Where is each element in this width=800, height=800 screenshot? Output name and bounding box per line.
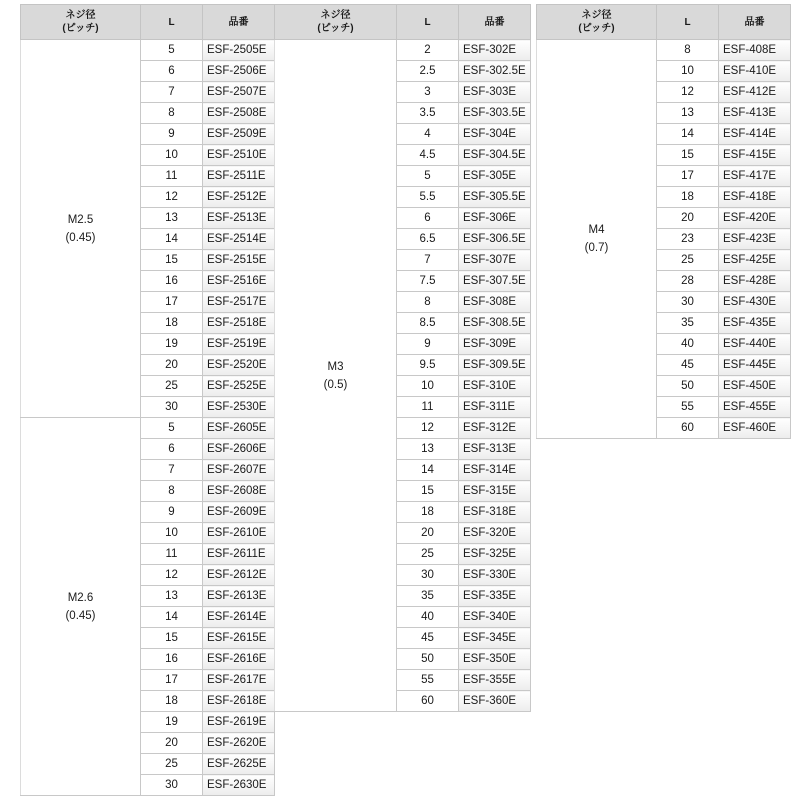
part-number-cell: ESF-2616E: [203, 649, 275, 670]
length-cell: 13: [141, 586, 203, 607]
length-cell: 9: [397, 334, 459, 355]
length-cell: 10: [141, 523, 203, 544]
part-number-cell: ESF-423E: [719, 229, 791, 250]
length-cell: 6: [141, 61, 203, 82]
part-number-cell: ESF-2618E: [203, 691, 275, 712]
length-cell: 50: [657, 376, 719, 397]
length-cell: 40: [657, 334, 719, 355]
length-cell: 8: [657, 40, 719, 61]
part-number-cell: ESF-303E: [459, 82, 531, 103]
length-cell: 15: [141, 628, 203, 649]
part-number-cell: ESF-2605E: [203, 418, 275, 439]
length-cell: 16: [141, 271, 203, 292]
length-cell: 30: [141, 775, 203, 796]
part-number-cell: ESF-2619E: [203, 712, 275, 733]
length-cell: 12: [657, 82, 719, 103]
length-cell: 7: [141, 82, 203, 103]
part-number-cell: ESF-408E: [719, 40, 791, 61]
length-cell: 23: [657, 229, 719, 250]
length-cell: 18: [657, 187, 719, 208]
part-number-cell: ESF-2608E: [203, 481, 275, 502]
header-size: ネジ径 (ピッチ): [537, 5, 657, 40]
table-row: [275, 40, 531, 61]
thread-size-cell: [21, 418, 141, 796]
length-cell: 5.5: [397, 187, 459, 208]
length-cell: 10: [141, 145, 203, 166]
length-cell: 55: [397, 670, 459, 691]
part-number-cell: ESF-428E: [719, 271, 791, 292]
header-size: ネジ径 (ピッチ): [275, 5, 397, 40]
header-part-number: 品番: [719, 5, 791, 40]
length-cell: 16: [141, 649, 203, 670]
part-number-cell: ESF-2620E: [203, 733, 275, 754]
thread-size-cell: [21, 40, 141, 418]
part-number-cell: ESF-2509E: [203, 124, 275, 145]
part-number-cell: ESF-2525E: [203, 376, 275, 397]
part-number-cell: ESF-2515E: [203, 250, 275, 271]
length-cell: 20: [141, 355, 203, 376]
spec-table-m4: [536, 4, 791, 439]
thread-size: M3: [327, 360, 344, 373]
part-number-cell: ESF-307E: [459, 250, 531, 271]
header-part-number: 品番: [203, 5, 275, 40]
part-number-cell: ESF-313E: [459, 439, 531, 460]
part-number-cell: ESF-410E: [719, 61, 791, 82]
length-cell: 18: [141, 313, 203, 334]
length-cell: 13: [141, 208, 203, 229]
part-number-cell: ESF-2513E: [203, 208, 275, 229]
part-number-cell: ESF-2514E: [203, 229, 275, 250]
length-cell: 15: [397, 481, 459, 502]
length-cell: 15: [657, 145, 719, 166]
length-cell: 11: [397, 397, 459, 418]
length-cell: 8.5: [397, 313, 459, 334]
part-number-cell: ESF-2505E: [203, 40, 275, 61]
part-number-cell: ESF-2507E: [203, 82, 275, 103]
part-number-cell: ESF-310E: [459, 376, 531, 397]
part-number-cell: ESF-2609E: [203, 502, 275, 523]
length-cell: 13: [397, 439, 459, 460]
part-number-cell: ESF-303.5E: [459, 103, 531, 124]
length-cell: 7.5: [397, 271, 459, 292]
length-cell: 6: [397, 208, 459, 229]
length-cell: 30: [141, 397, 203, 418]
length-cell: 12: [141, 187, 203, 208]
part-number-cell: ESF-2606E: [203, 439, 275, 460]
length-cell: 8: [141, 103, 203, 124]
part-number-cell: ESF-2617E: [203, 670, 275, 691]
length-cell: 45: [657, 355, 719, 376]
thread-size: M2.6: [67, 591, 94, 604]
part-number-cell: ESF-418E: [719, 187, 791, 208]
thread-size-cell: [537, 40, 657, 439]
length-cell: 4: [397, 124, 459, 145]
part-number-cell: ESF-420E: [719, 208, 791, 229]
part-number-cell: ESF-2530E: [203, 397, 275, 418]
length-cell: 7: [141, 460, 203, 481]
length-cell: 35: [397, 586, 459, 607]
part-number-cell: ESF-304E: [459, 124, 531, 145]
part-number-cell: ESF-414E: [719, 124, 791, 145]
part-number-cell: ESF-308.5E: [459, 313, 531, 334]
part-number-cell: ESF-430E: [719, 292, 791, 313]
part-number-cell: ESF-2510E: [203, 145, 275, 166]
part-number-cell: ESF-435E: [719, 313, 791, 334]
part-number-cell: ESF-305.5E: [459, 187, 531, 208]
part-number-cell: ESF-2607E: [203, 460, 275, 481]
length-cell: 17: [657, 166, 719, 187]
length-cell: 19: [141, 712, 203, 733]
length-cell: 8: [141, 481, 203, 502]
length-cell: 9.5: [397, 355, 459, 376]
part-number-cell: ESF-450E: [719, 376, 791, 397]
part-number-cell: ESF-412E: [719, 82, 791, 103]
length-cell: 40: [397, 607, 459, 628]
part-number-cell: ESF-460E: [719, 418, 791, 439]
part-number-cell: ESF-305E: [459, 166, 531, 187]
length-cell: 6: [141, 439, 203, 460]
part-number-cell: ESF-2614E: [203, 607, 275, 628]
part-number-cell: ESF-306E: [459, 208, 531, 229]
length-cell: 7: [397, 250, 459, 271]
part-number-cell: ESF-302.5E: [459, 61, 531, 82]
part-number-cell: ESF-320E: [459, 523, 531, 544]
part-number-cell: ESF-455E: [719, 397, 791, 418]
thread-size: M2.5: [67, 213, 94, 226]
length-cell: 35: [657, 313, 719, 334]
length-cell: 60: [657, 418, 719, 439]
length-cell: 11: [141, 544, 203, 565]
part-number-cell: ESF-309.5E: [459, 355, 531, 376]
group-m4: [537, 40, 791, 439]
length-cell: 60: [397, 691, 459, 712]
part-number-cell: ESF-445E: [719, 355, 791, 376]
thread-pitch: (0.7): [584, 242, 609, 254]
length-cell: 9: [141, 502, 203, 523]
thread-size-cell: [275, 40, 397, 712]
length-cell: 5: [397, 166, 459, 187]
part-number-cell: ESF-311E: [459, 397, 531, 418]
thread-pitch: (0.5): [323, 378, 348, 391]
length-cell: 15: [141, 250, 203, 271]
header-size: ネジ径 (ピッチ): [21, 5, 141, 40]
thread-pitch: (0.45): [65, 231, 96, 244]
part-number-cell: ESF-2508E: [203, 103, 275, 124]
length-cell: 3: [397, 82, 459, 103]
length-cell: 12: [141, 565, 203, 586]
part-number-cell: ESF-425E: [719, 250, 791, 271]
header-row: [21, 5, 275, 40]
length-cell: 9: [141, 124, 203, 145]
table-row: [537, 40, 791, 61]
length-cell: 25: [657, 250, 719, 271]
part-number-cell: ESF-306.5E: [459, 229, 531, 250]
part-number-cell: ESF-413E: [719, 103, 791, 124]
thread-size: M4: [588, 224, 605, 236]
part-number-cell: ESF-307.5E: [459, 271, 531, 292]
part-number-cell: ESF-417E: [719, 166, 791, 187]
header-length: L: [397, 5, 459, 40]
length-cell: 30: [657, 292, 719, 313]
part-number-cell: ESF-2615E: [203, 628, 275, 649]
length-cell: 3.5: [397, 103, 459, 124]
length-cell: 14: [141, 607, 203, 628]
part-number-cell: ESF-302E: [459, 40, 531, 61]
length-cell: 14: [657, 124, 719, 145]
length-cell: 20: [657, 208, 719, 229]
header-length: L: [141, 5, 203, 40]
length-cell: 10: [657, 61, 719, 82]
length-cell: 20: [397, 523, 459, 544]
spec-table-m25-m26: [20, 4, 275, 796]
length-cell: 18: [397, 502, 459, 523]
length-cell: 17: [141, 670, 203, 691]
length-cell: 14: [141, 229, 203, 250]
length-cell: 2.5: [397, 61, 459, 82]
header-row: [537, 5, 791, 40]
length-cell: 2: [397, 40, 459, 61]
length-cell: 10: [397, 376, 459, 397]
part-number-cell: ESF-330E: [459, 565, 531, 586]
length-cell: 14: [397, 460, 459, 481]
part-number-cell: ESF-2520E: [203, 355, 275, 376]
part-number-cell: ESF-440E: [719, 334, 791, 355]
spec-table-m3: [274, 4, 531, 712]
part-number-cell: ESF-2512E: [203, 187, 275, 208]
length-cell: 55: [657, 397, 719, 418]
part-number-cell: ESF-308E: [459, 292, 531, 313]
length-cell: 5: [141, 418, 203, 439]
part-number-cell: ESF-318E: [459, 502, 531, 523]
length-cell: 4.5: [397, 145, 459, 166]
part-number-cell: ESF-309E: [459, 334, 531, 355]
group-m3: [275, 40, 531, 712]
length-cell: 12: [397, 418, 459, 439]
part-number-cell: ESF-2610E: [203, 523, 275, 544]
length-cell: 25: [141, 754, 203, 775]
length-cell: 6.5: [397, 229, 459, 250]
length-cell: 20: [141, 733, 203, 754]
part-number-cell: ESF-415E: [719, 145, 791, 166]
part-number-cell: ESF-2625E: [203, 754, 275, 775]
part-number-cell: ESF-2612E: [203, 565, 275, 586]
length-cell: 25: [141, 376, 203, 397]
group-m2-6: [21, 418, 275, 796]
header-length: L: [657, 5, 719, 40]
thread-pitch: (0.45): [65, 609, 96, 622]
part-number-cell: ESF-360E: [459, 691, 531, 712]
header-part-number: 品番: [459, 5, 531, 40]
part-number-cell: ESF-2516E: [203, 271, 275, 292]
part-number-cell: ESF-314E: [459, 460, 531, 481]
length-cell: 8: [397, 292, 459, 313]
length-cell: 11: [141, 166, 203, 187]
part-number-cell: ESF-2519E: [203, 334, 275, 355]
length-cell: 19: [141, 334, 203, 355]
group-m2-5: [21, 40, 275, 418]
part-number-cell: ESF-335E: [459, 586, 531, 607]
table-row: [21, 40, 275, 61]
part-number-cell: ESF-312E: [459, 418, 531, 439]
part-number-cell: ESF-2613E: [203, 586, 275, 607]
length-cell: 28: [657, 271, 719, 292]
length-cell: 17: [141, 292, 203, 313]
length-cell: 25: [397, 544, 459, 565]
part-number-cell: ESF-304.5E: [459, 145, 531, 166]
part-number-cell: ESF-2518E: [203, 313, 275, 334]
length-cell: 50: [397, 649, 459, 670]
part-number-cell: ESF-340E: [459, 607, 531, 628]
part-number-cell: ESF-315E: [459, 481, 531, 502]
length-cell: 5: [141, 40, 203, 61]
length-cell: 13: [657, 103, 719, 124]
table-row: [21, 418, 275, 439]
length-cell: 18: [141, 691, 203, 712]
header-row: [275, 5, 531, 40]
part-number-cell: ESF-2511E: [203, 166, 275, 187]
part-number-cell: ESF-2506E: [203, 61, 275, 82]
part-number-cell: ESF-325E: [459, 544, 531, 565]
part-number-cell: ESF-355E: [459, 670, 531, 691]
length-cell: 30: [397, 565, 459, 586]
part-number-cell: ESF-2517E: [203, 292, 275, 313]
part-number-cell: ESF-2630E: [203, 775, 275, 796]
part-number-cell: ESF-350E: [459, 649, 531, 670]
part-number-cell: ESF-2611E: [203, 544, 275, 565]
part-number-cell: ESF-345E: [459, 628, 531, 649]
length-cell: 45: [397, 628, 459, 649]
